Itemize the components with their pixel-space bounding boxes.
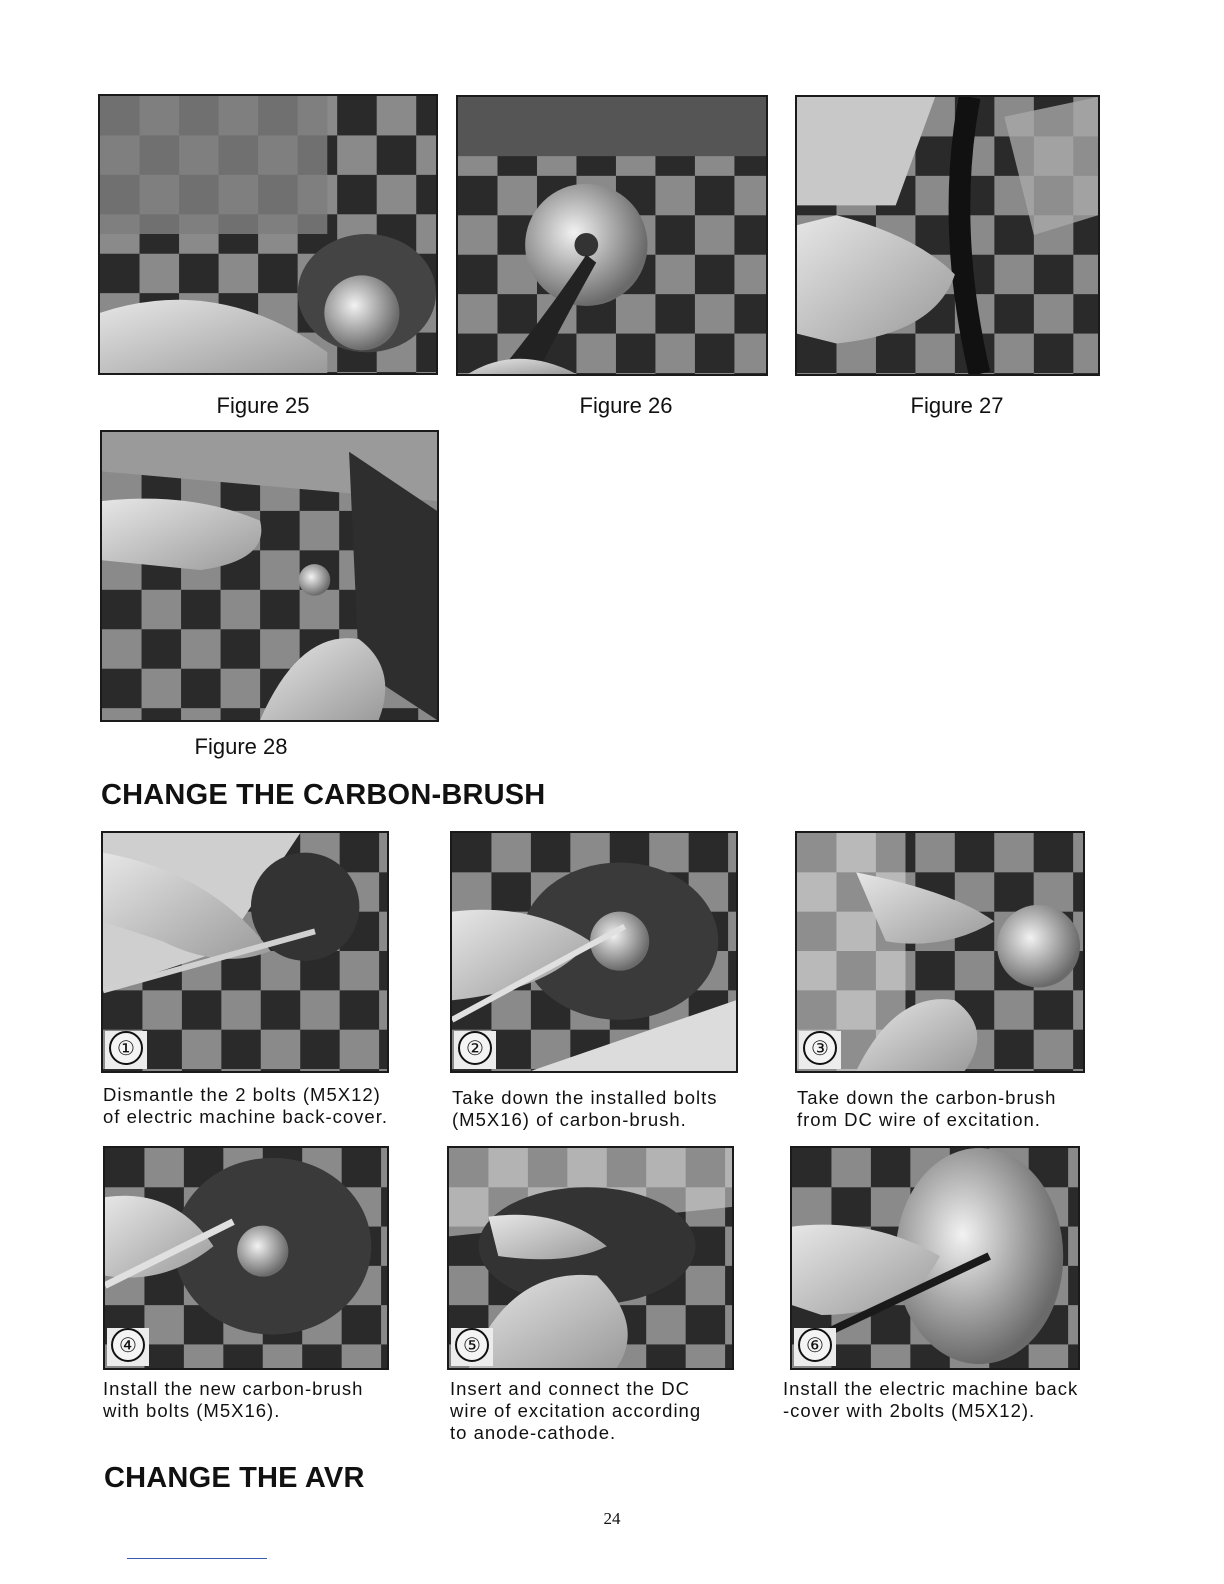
step-5-number: ⑤ <box>455 1328 489 1362</box>
figure-27-photo <box>795 95 1100 376</box>
step-1-text: Dismantle the 2 bolts (M5X12) of electric machine back-cover. <box>103 1084 388 1127</box>
step-1-photo <box>101 831 389 1073</box>
step-3-text: Take down the carbon-brush from DC wire of excitation. <box>797 1087 1057 1130</box>
step-3-number: ③ <box>803 1031 837 1065</box>
step-2-photo <box>450 831 738 1073</box>
step-2-number: ② <box>458 1031 492 1065</box>
figure-25-photo <box>98 94 438 375</box>
step-3-photo <box>795 831 1085 1073</box>
page-number: 24 <box>603 1509 621 1528</box>
step-6-photo <box>790 1146 1080 1370</box>
step-6-number: ⑥ <box>798 1328 832 1362</box>
step-6-text: Install the electric machine back -cover with 2bolts (M5X12). <box>783 1378 1079 1421</box>
step-5-photo <box>447 1146 734 1370</box>
step-5-text: Insert and connect the DC wire of excitation according to anode-cathode. <box>450 1378 702 1443</box>
figure-27-caption: Figure 27 <box>910 393 1004 418</box>
avr-section-title: CHANGE THE AVR <box>104 1462 365 1494</box>
carbon-brush-section-title: CHANGE THE CARBON-BRUSH <box>101 779 546 811</box>
figure-26-photo <box>456 95 768 376</box>
step-4-photo <box>103 1146 389 1370</box>
figure-28-photo <box>100 430 439 722</box>
step-2-text: Take down the installed bolts (M5X16) of carbon-brush. <box>452 1087 718 1130</box>
figure-26-caption: Figure 26 <box>579 393 673 418</box>
figure-28-caption: Figure 28 <box>194 734 288 759</box>
figure-25-caption: Figure 25 <box>216 393 310 418</box>
footnote-rule <box>127 1558 267 1559</box>
step-4-text: Install the new carbon-brush with bolts (M5X16). <box>103 1378 364 1421</box>
step-4-number: ④ <box>111 1328 145 1362</box>
step-1-number: ① <box>109 1031 143 1065</box>
